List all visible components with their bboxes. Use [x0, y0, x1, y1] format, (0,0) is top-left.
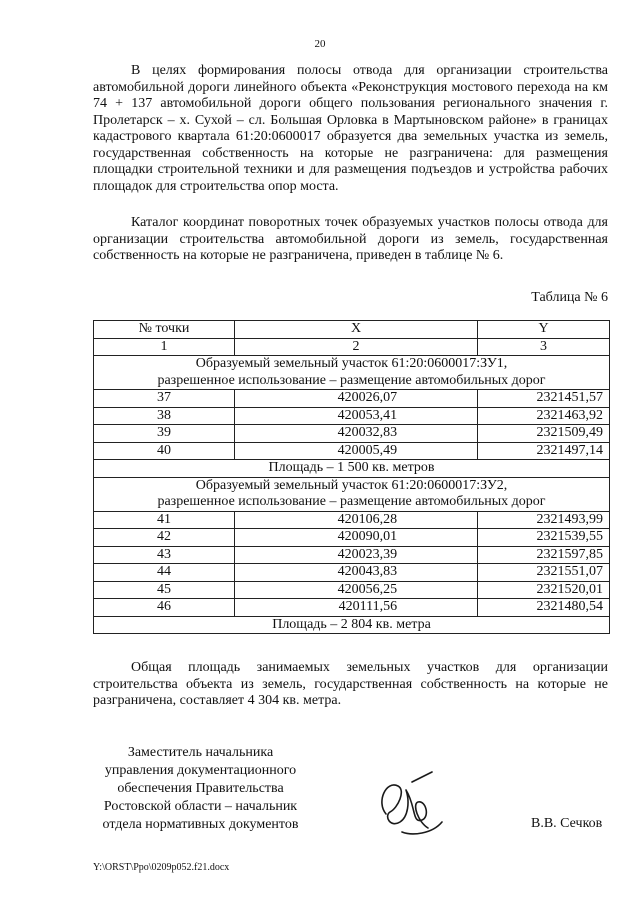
point-no-cell: 45 — [94, 581, 235, 599]
table-row — [94, 529, 610, 547]
table-row — [94, 390, 610, 408]
x-cell: 420032,83 — [235, 425, 478, 443]
plot1-title-row — [94, 356, 610, 390]
signatory-line: отдела нормативных документов — [102, 817, 299, 832]
x-cell: 420090,01 — [235, 529, 478, 547]
y-cell: 2321480,54 — [478, 599, 610, 617]
header-y: Y — [478, 321, 610, 339]
table-row — [94, 546, 610, 564]
index-cell: 1 — [94, 338, 235, 356]
table-row — [94, 564, 610, 582]
point-no-cell: 46 — [94, 599, 235, 617]
x-cell: 420053,41 — [235, 407, 478, 425]
y-cell: 2321497,14 — [478, 442, 610, 460]
x-cell: 420056,25 — [235, 581, 478, 599]
plot2-title-line2: разрешенное использование – размещение автомобильных дорог — [157, 494, 546, 509]
header-point-no: № точки — [94, 321, 235, 339]
table-caption: Таблица № 6 — [531, 290, 608, 305]
y-cell: 2321463,92 — [478, 407, 610, 425]
y-cell: 2321520,01 — [478, 581, 610, 599]
point-no-cell: 37 — [94, 390, 235, 408]
signatory-line: управления документационного — [104, 763, 297, 778]
coordinates-table — [93, 320, 610, 634]
table-row — [94, 407, 610, 425]
plot2-area-row — [94, 616, 610, 634]
x-cell: 420106,28 — [235, 511, 478, 529]
table-row — [94, 581, 610, 599]
table-row — [94, 511, 610, 529]
total-area-paragraph: Общая площадь занимаемых земельных участков для организации строительства объекта из земель, государственная собственность на которые не разграничена, составляет 4 304 кв. метра. — [93, 660, 608, 708]
point-no-cell: 43 — [94, 546, 235, 564]
table-row — [94, 425, 610, 443]
y-cell: 2321539,55 — [478, 529, 610, 547]
table-header-row — [94, 321, 610, 339]
x-cell: 420111,56 — [235, 599, 478, 617]
x-cell: 420043,83 — [235, 564, 478, 582]
point-no-cell: 44 — [94, 564, 235, 582]
plot2-title-row — [94, 477, 610, 511]
plot1-area: Площадь – 1 500 кв. метров — [94, 460, 610, 478]
point-no-cell: 40 — [94, 442, 235, 460]
y-cell: 2321509,49 — [478, 425, 610, 443]
table-row — [94, 442, 610, 460]
x-cell: 420005,49 — [235, 442, 478, 460]
point-no-cell: 42 — [94, 529, 235, 547]
catalog-paragraph: Каталог координат поворотных точек образуемых участков полосы отвода для организации строительства автомобильной дороги из земель, государственная собственность на которые не разграничена, приведен в таблице № 6. — [93, 215, 608, 263]
y-cell: 2321551,07 — [478, 564, 610, 582]
plot1-title-line2: разрешенное использование – размещение автомобильных дорог — [157, 372, 546, 388]
plot2-area: Площадь – 2 804 кв. метра — [94, 616, 610, 634]
file-path: Y:\ORST\Ppo\0209p052.f21.docx — [93, 862, 230, 873]
header-x: X — [235, 321, 478, 339]
plot2-title-line1: Образуемый земельный участок 61:20:0600017:ЗУ2, — [195, 477, 508, 493]
plot1-title-line1: Образуемый земельный участок 61:20:0600017:ЗУ1, — [195, 356, 508, 371]
intro-paragraph: В целях формирования полосы отвода для организации строительства автомобильной дороги линейного объекта «Реконструкция мостового перехода на км 74 + 137 автомобильной дороги общего пользования регионального значения г. Пролетарск – х. Сухой – сл. Большая Орловка в Мартыновском районе» в границах кадастрового квартала 61:20:0600017 образуется два земельных участка из земель, государственная собственность на которые не разграничена: для размещения площадки строительной техники и для размещения подъездов и устройства рабочих площадок для строительства опор моста. — [93, 63, 608, 194]
y-cell: 2321493,99 — [478, 511, 610, 529]
signatory-title — [93, 744, 308, 834]
x-cell: 420023,39 — [235, 546, 478, 564]
point-no-cell: 38 — [94, 407, 235, 425]
signatory-line: Заместитель начальника — [127, 745, 274, 760]
table-row — [94, 599, 610, 617]
table-index-row — [94, 338, 610, 356]
plot1-area-row — [94, 460, 610, 478]
handwritten-signature — [372, 762, 452, 842]
plot1-title — [94, 356, 610, 390]
y-cell: 2321597,85 — [478, 546, 610, 564]
y-cell: 2321451,57 — [478, 390, 610, 408]
x-cell: 420026,07 — [235, 390, 478, 408]
page-number: 20 — [314, 38, 326, 50]
point-no-cell: 41 — [94, 511, 235, 529]
signer-name: В.В. Сечков — [531, 816, 603, 831]
signatory-line: Ростовской области – начальник — [103, 799, 298, 814]
index-cell: 3 — [478, 338, 610, 356]
index-cell: 2 — [235, 338, 478, 356]
signatory-line: обеспечения Правительства — [117, 781, 284, 796]
point-no-cell: 39 — [94, 425, 235, 443]
plot2-title — [94, 477, 610, 511]
